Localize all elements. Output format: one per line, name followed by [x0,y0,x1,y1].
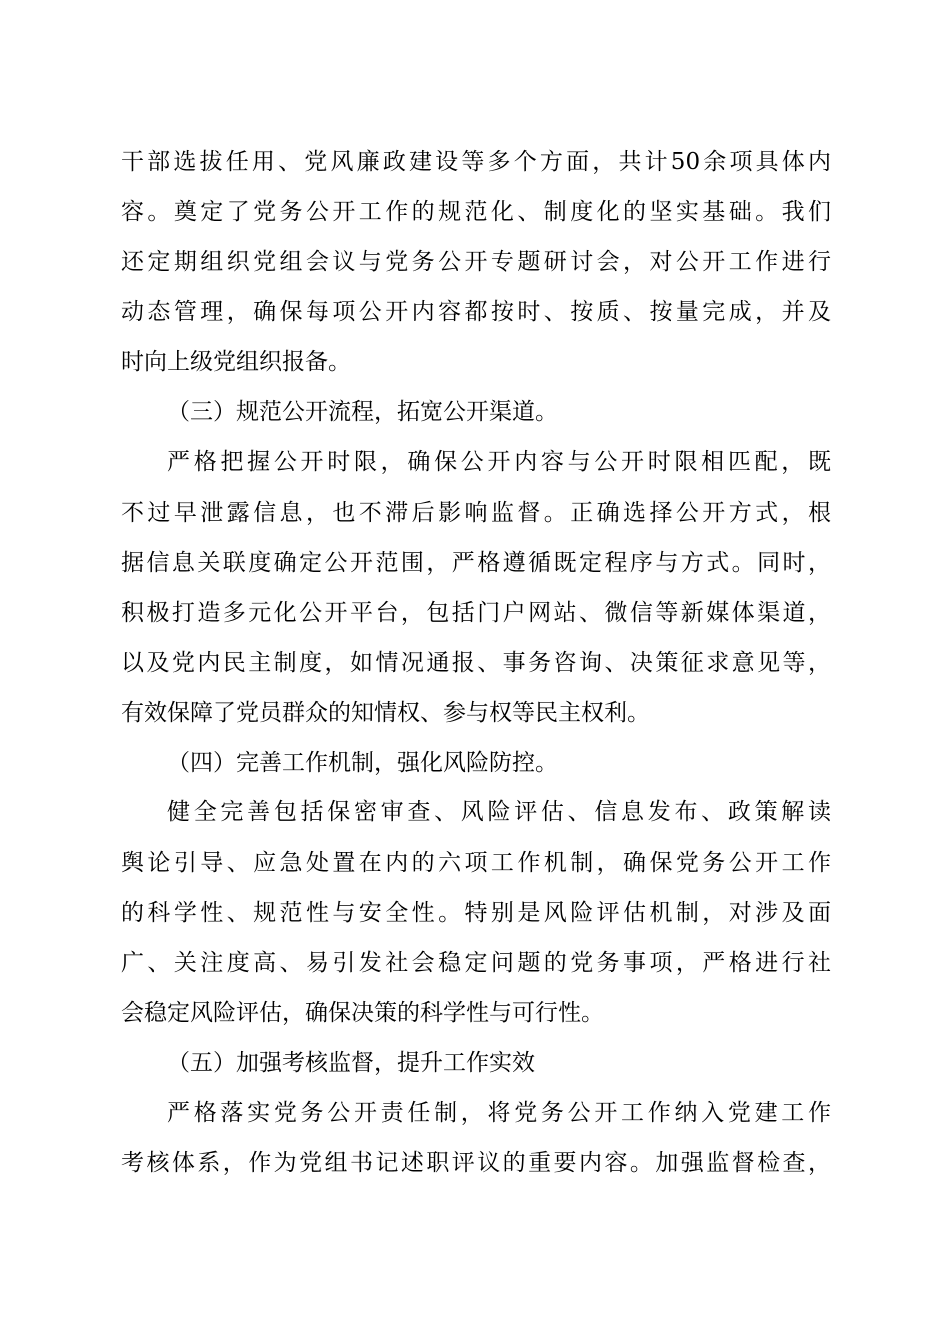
paragraph-line: 还定期组织党组会议与党务公开专题研讨会，对公开工作进行 [121,249,831,275]
paragraph-line: 严格把握公开时限，确保公开内容与公开时限相匹配，既 [167,449,831,475]
paragraph-line: 动态管理，确保每项公开内容都按时、按质、按量完成，并及 [121,299,831,325]
paragraph-line: 时向上级党组织报备。 [121,349,351,375]
paragraph-line: 会稳定风险评估，确保决策的科学性与可行性。 [121,1000,604,1026]
paragraph-line: 干部选拔任用、党风廉政建设等多个方面，共计50余项具体内 [121,149,831,175]
paragraph-line: 不过早泄露信息，也不滞后影响监督。正确选择公开方式，根 [121,500,831,526]
section-heading-3: （三）规范公开流程，拓宽公开渠道。 [167,399,558,425]
paragraph-line: 据信息关联度确定公开范围，严格遵循既定程序与方式。同时， [121,550,831,576]
paragraph-line: 有效保障了党员群众的知情权、参与权等民主权利。 [121,700,650,726]
paragraph-line: 积极打造多元化公开平台，包括门户网站、微信等新媒体渠道， [121,600,831,626]
paragraph-line: 严格落实党务公开责任制，将党务公开工作纳入党建工作 [167,1100,831,1126]
paragraph-line: 考核体系，作为党组书记述职评议的重要内容。加强监督检查， [121,1150,831,1176]
paragraph-line: 健全完善包括保密审查、风险评估、信息发布、政策解读 [167,799,831,825]
paragraph-line: 容。奠定了党务公开工作的规范化、制度化的坚实基础。我们 [121,199,831,225]
paragraph-line: 广、关注度高、易引发社会稳定问题的党务事项，严格进行社 [121,950,831,976]
section-heading-4: （四）完善工作机制，强化风险防控。 [167,750,558,776]
section-heading-5: （五）加强考核监督，提升工作实效 [167,1050,535,1076]
paragraph-line: 以及党内民主制度，如情况通报、事务咨询、决策征求意见等， [121,650,831,676]
paragraph-line: 的科学性、规范性与安全性。特别是风险评估机制，对涉及面 [121,900,831,926]
paragraph-line: 舆论引导、应急处置在内的六项工作机制，确保党务公开工作 [121,850,831,876]
